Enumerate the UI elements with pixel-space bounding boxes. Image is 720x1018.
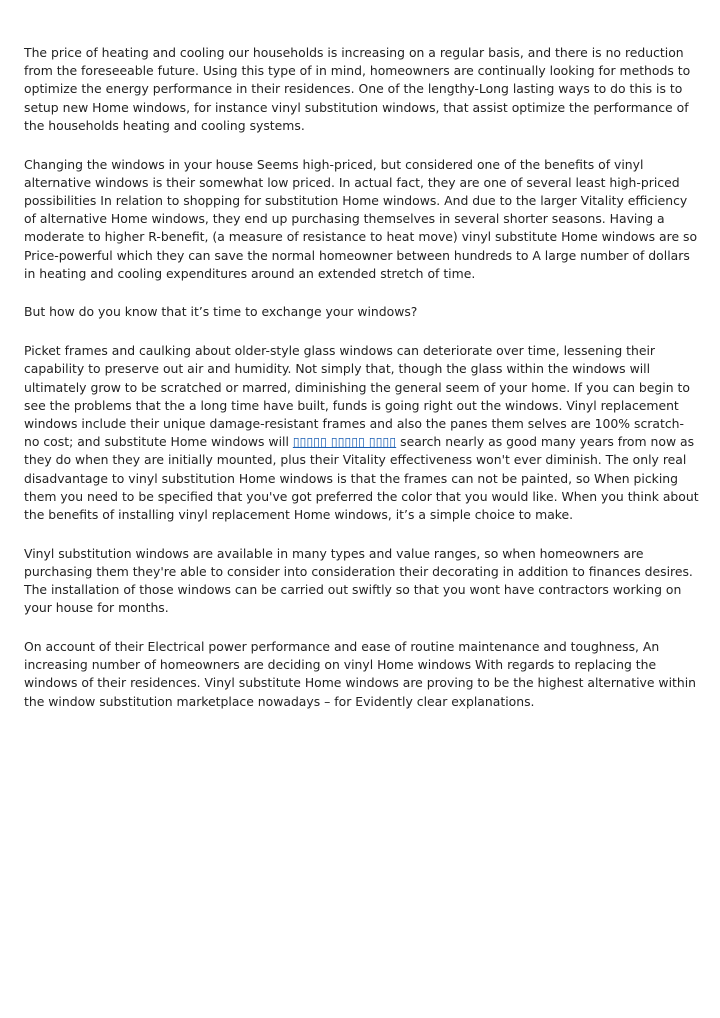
paragraph-5: Vinyl substitution windows are available in many types and value ranges, so when homeowners are purchasing them they're able to consider into consideration their decorating in addition to finances desires. The installation of those windows can be carried out swiftly so that you wont have contractors working on your house for months. bbox=[24, 545, 693, 616]
paragraph-4-text-before: Picket frames and caulking about older-style glass windows can deteriorate over time, lessening their capability to preserve out air and humidity. Not simply that, though the glass within the windows will ultimately grow to be scratched or marred, diminishing the general seem of your home. If you can begin to see the problems that the a long time have built, funds is going right out the windows. Vinyl replacement windows include their unique damage-resistant frames and also the panes them selves are 100% scratch-no cost; and substitute Home windows will bbox=[24, 343, 690, 450]
paragraph-3: But how do you know that it’s time to exchange your windows? bbox=[24, 304, 418, 320]
paragraph-1: The price of heating and cooling our households is increasing on a regular basis, and there is no reduction from the foreseeable future. Using this type of in mind, homeowners are continually looking for methods to optimize the energy performance in their residences. One of the lengthy-Long lasting ways to do this is to setup new Home windows, for instance vinyl substitution windows, that assist optimize the performance of the households heating and cooling systems. bbox=[24, 45, 691, 133]
paragraph-6: On account of their Electrical power performance and ease of routine maintenance and toughness, An increasing number of homeowners are deciding on vinyl Home windows With regards to replacing the windows of their residences. Vinyl substitute Home windows are proving to be the highest alternative within the window substitution marketplace nowadays – for Evidently clear explanations. bbox=[24, 638, 697, 709]
paragraph-2: Changing the windows in your house Seems high-priced, but considered one of the benefits of vinyl alternative windows is their somewhat low priced. In actual fact, they are one of several least high-priced possibilities In relation to shopping for substitution Home windows. And due to the larger Vitality efficiency of alternative Home windows, they end up purchasing themselves in several shorter seasons. Having a moderate to higher R-benefit, (a measure of resistance to heat move) vinyl substitute Home windows are so Price-powerful which they can save the normal homeowner between hundreds to A large number of dollars in heating and cooling expenditures around an extended stretch of time. bbox=[24, 156, 698, 281]
inline-link[interactable]: ▯▯▯▯▯ ▯▯▯▯▯ ▯▯▯▯ bbox=[292, 434, 397, 450]
paragraph-4 bbox=[24, 342, 699, 524]
paragraph-4-text-after: search nearly as good many years from now as they do when they are initially mounted, plus their Vitality effectiveness won't ever diminish. The only real disadvantage to vinyl substitution Home windows is that the frames can not be painted, so When picking them you need to be specified that you've got preferred the color that you would like. When you think about the benefits of installing vinyl replacement Home windows, it’s a simple choice to make. bbox=[24, 434, 699, 522]
document-body bbox=[24, 44, 699, 731]
